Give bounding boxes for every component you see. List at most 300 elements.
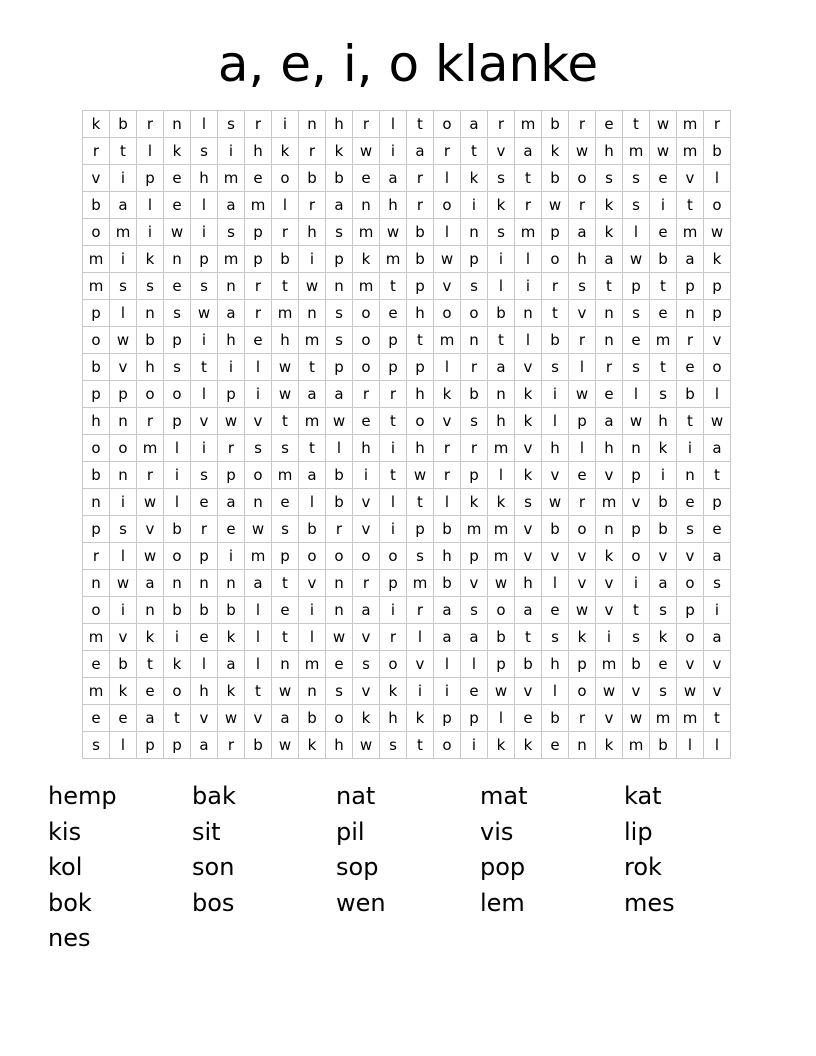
grid-cell[interactable]: h [407,300,434,327]
grid-cell[interactable]: b [434,570,461,597]
grid-cell[interactable]: i [353,462,380,489]
grid-cell[interactable]: p [623,273,650,300]
grid-cell[interactable]: h [272,327,299,354]
grid-cell[interactable]: p [191,246,218,273]
grid-cell[interactable]: v [110,354,137,381]
grid-cell[interactable]: p [83,300,110,327]
grid-cell[interactable]: a [218,192,245,219]
grid-cell[interactable]: i [380,516,407,543]
grid-cell[interactable]: p [164,327,191,354]
grid-cell[interactable]: i [164,462,191,489]
grid-cell[interactable]: r [407,165,434,192]
grid-cell[interactable]: o [623,543,650,570]
grid-cell[interactable]: h [596,435,623,462]
grid-cell[interactable]: a [218,300,245,327]
grid-cell[interactable]: h [380,705,407,732]
grid-cell[interactable]: p [380,570,407,597]
grid-cell[interactable]: a [110,192,137,219]
grid-cell[interactable]: v [434,408,461,435]
grid-cell[interactable]: m [677,219,704,246]
grid-cell[interactable]: r [434,462,461,489]
grid-cell[interactable]: n [272,651,299,678]
grid-cell[interactable]: p [218,381,245,408]
grid-cell[interactable]: p [461,246,488,273]
grid-cell[interactable]: e [569,462,596,489]
grid-cell[interactable]: m [677,111,704,138]
grid-cell[interactable]: r [569,111,596,138]
grid-cell[interactable]: v [488,138,515,165]
grid-cell[interactable]: p [191,543,218,570]
grid-cell[interactable]: s [542,624,569,651]
grid-cell[interactable]: i [650,462,677,489]
grid-cell[interactable]: s [110,273,137,300]
grid-cell[interactable]: s [488,165,515,192]
grid-cell[interactable]: p [488,651,515,678]
grid-cell[interactable]: h [515,570,542,597]
grid-cell[interactable]: i [623,570,650,597]
grid-cell[interactable]: r [137,408,164,435]
grid-cell[interactable]: b [164,597,191,624]
grid-cell[interactable]: s [623,300,650,327]
grid-cell[interactable]: r [380,624,407,651]
grid-cell[interactable]: s [110,516,137,543]
grid-cell[interactable]: o [110,435,137,462]
grid-cell[interactable]: l [245,597,272,624]
grid-cell[interactable]: w [623,408,650,435]
grid-cell[interactable]: o [434,300,461,327]
grid-cell[interactable]: p [326,246,353,273]
grid-cell[interactable]: h [326,111,353,138]
grid-cell[interactable]: t [623,597,650,624]
grid-cell[interactable]: m [677,138,704,165]
grid-cell[interactable]: m [272,462,299,489]
grid-cell[interactable]: t [677,408,704,435]
grid-cell[interactable]: t [596,273,623,300]
grid-cell[interactable]: s [245,435,272,462]
grid-cell[interactable]: a [272,705,299,732]
grid-cell[interactable]: r [137,462,164,489]
grid-cell[interactable]: s [650,597,677,624]
grid-cell[interactable]: e [272,489,299,516]
grid-cell[interactable]: l [542,570,569,597]
grid-cell[interactable]: i [245,381,272,408]
grid-cell[interactable]: t [380,408,407,435]
grid-cell[interactable]: w [542,489,569,516]
grid-cell[interactable]: r [326,516,353,543]
grid-cell[interactable]: a [137,570,164,597]
grid-cell[interactable]: w [353,732,380,759]
grid-cell[interactable]: t [272,408,299,435]
grid-cell[interactable]: o [83,435,110,462]
grid-cell[interactable]: k [488,192,515,219]
grid-cell[interactable]: w [488,570,515,597]
grid-cell[interactable]: b [542,327,569,354]
grid-cell[interactable]: a [704,543,731,570]
grid-cell[interactable]: w [704,408,731,435]
grid-cell[interactable]: t [704,705,731,732]
grid-cell[interactable]: k [515,462,542,489]
grid-cell[interactable]: s [488,219,515,246]
grid-cell[interactable]: p [704,300,731,327]
grid-cell[interactable]: n [245,489,272,516]
grid-cell[interactable]: t [407,111,434,138]
grid-cell[interactable]: l [137,138,164,165]
grid-cell[interactable]: r [461,435,488,462]
grid-cell[interactable]: n [218,273,245,300]
grid-cell[interactable]: l [245,354,272,381]
grid-cell[interactable]: s [623,165,650,192]
grid-cell[interactable]: o [407,408,434,435]
grid-cell[interactable]: v [704,327,731,354]
grid-cell[interactable]: s [461,408,488,435]
grid-cell[interactable]: p [704,273,731,300]
grid-cell[interactable]: k [515,381,542,408]
grid-cell[interactable]: e [596,381,623,408]
grid-cell[interactable]: o [677,570,704,597]
grid-cell[interactable]: m [623,732,650,759]
grid-cell[interactable]: a [596,246,623,273]
grid-cell[interactable]: a [461,111,488,138]
grid-cell[interactable]: w [272,732,299,759]
grid-cell[interactable]: k [461,165,488,192]
grid-cell[interactable]: a [515,138,542,165]
grid-cell[interactable]: t [542,300,569,327]
grid-cell[interactable]: h [407,435,434,462]
grid-cell[interactable]: m [515,111,542,138]
grid-cell[interactable]: h [380,192,407,219]
grid-cell[interactable]: t [380,462,407,489]
grid-cell[interactable]: l [623,381,650,408]
grid-cell[interactable]: k [542,138,569,165]
grid-cell[interactable]: e [83,651,110,678]
grid-cell[interactable]: p [164,408,191,435]
grid-cell[interactable]: h [434,543,461,570]
grid-cell[interactable]: m [380,246,407,273]
grid-cell[interactable]: n [110,408,137,435]
grid-cell[interactable]: r [407,192,434,219]
grid-cell[interactable]: p [461,705,488,732]
grid-cell[interactable]: l [191,111,218,138]
grid-cell[interactable]: b [407,246,434,273]
grid-cell[interactable]: o [353,354,380,381]
grid-cell[interactable]: o [83,219,110,246]
grid-cell[interactable]: n [137,300,164,327]
grid-cell[interactable]: n [191,570,218,597]
grid-cell[interactable]: i [542,381,569,408]
grid-cell[interactable]: m [110,219,137,246]
grid-cell[interactable]: e [596,111,623,138]
grid-cell[interactable]: a [326,381,353,408]
grid-cell[interactable]: v [515,354,542,381]
grid-cell[interactable]: i [461,732,488,759]
grid-cell[interactable]: b [164,516,191,543]
grid-cell[interactable]: i [218,138,245,165]
grid-cell[interactable]: k [218,624,245,651]
grid-cell[interactable]: k [326,138,353,165]
grid-cell[interactable]: w [353,138,380,165]
grid-cell[interactable]: k [650,435,677,462]
grid-cell[interactable]: r [137,111,164,138]
grid-cell[interactable]: i [299,246,326,273]
grid-cell[interactable]: e [191,489,218,516]
grid-cell[interactable]: l [434,354,461,381]
grid-cell[interactable]: s [164,300,191,327]
grid-cell[interactable]: v [677,165,704,192]
grid-cell[interactable]: a [515,597,542,624]
grid-cell[interactable]: e [83,705,110,732]
grid-cell[interactable]: s [677,516,704,543]
grid-cell[interactable]: n [299,300,326,327]
grid-cell[interactable]: o [353,327,380,354]
grid-cell[interactable]: n [326,273,353,300]
grid-cell[interactable]: s [83,732,110,759]
grid-cell[interactable]: p [164,732,191,759]
grid-cell[interactable]: v [542,462,569,489]
grid-cell[interactable]: b [272,246,299,273]
grid-cell[interactable]: m [299,408,326,435]
grid-cell[interactable]: o [245,462,272,489]
grid-cell[interactable]: k [299,732,326,759]
grid-cell[interactable]: i [461,192,488,219]
grid-cell[interactable]: p [83,381,110,408]
grid-cell[interactable]: i [380,597,407,624]
grid-cell[interactable]: k [596,192,623,219]
grid-cell[interactable]: e [650,300,677,327]
grid-cell[interactable]: l [569,435,596,462]
grid-cell[interactable]: s [137,273,164,300]
grid-cell[interactable]: b [110,111,137,138]
grid-cell[interactable]: b [542,165,569,192]
grid-cell[interactable]: l [434,165,461,192]
grid-cell[interactable]: w [542,192,569,219]
grid-cell[interactable]: b [650,732,677,759]
grid-cell[interactable]: o [569,678,596,705]
grid-cell[interactable]: t [245,678,272,705]
grid-cell[interactable]: i [434,678,461,705]
grid-cell[interactable]: w [677,678,704,705]
grid-cell[interactable]: e [245,165,272,192]
grid-cell[interactable]: o [569,165,596,192]
grid-cell[interactable]: v [245,705,272,732]
grid-cell[interactable]: t [650,273,677,300]
grid-cell[interactable]: p [434,705,461,732]
grid-cell[interactable]: b [650,246,677,273]
grid-cell[interactable]: m [299,327,326,354]
grid-cell[interactable]: s [623,624,650,651]
grid-cell[interactable]: m [488,516,515,543]
grid-cell[interactable]: e [542,597,569,624]
grid-cell[interactable]: t [407,327,434,354]
grid-cell[interactable]: m [650,705,677,732]
grid-cell[interactable]: w [623,705,650,732]
grid-cell[interactable]: m [218,165,245,192]
grid-cell[interactable]: k [434,381,461,408]
grid-cell[interactable]: o [83,597,110,624]
grid-cell[interactable]: s [218,111,245,138]
grid-cell[interactable]: t [488,327,515,354]
grid-cell[interactable]: n [596,327,623,354]
grid-cell[interactable]: s [623,192,650,219]
grid-cell[interactable]: e [650,165,677,192]
grid-cell[interactable]: o [380,543,407,570]
grid-cell[interactable]: v [245,408,272,435]
grid-cell[interactable]: l [326,435,353,462]
grid-cell[interactable]: p [245,219,272,246]
grid-cell[interactable]: l [380,111,407,138]
grid-cell[interactable]: l [704,381,731,408]
grid-cell[interactable]: w [569,381,596,408]
grid-cell[interactable]: w [272,678,299,705]
grid-cell[interactable]: m [299,651,326,678]
grid-cell[interactable]: t [272,570,299,597]
grid-cell[interactable]: a [704,624,731,651]
grid-cell[interactable]: p [407,516,434,543]
grid-cell[interactable]: l [434,651,461,678]
grid-cell[interactable]: o [164,678,191,705]
grid-cell[interactable]: s [218,219,245,246]
grid-cell[interactable]: b [542,705,569,732]
grid-cell[interactable]: r [83,543,110,570]
grid-cell[interactable]: b [461,381,488,408]
grid-cell[interactable]: i [218,354,245,381]
grid-cell[interactable]: h [596,138,623,165]
grid-cell[interactable]: r [461,354,488,381]
grid-cell[interactable]: l [380,489,407,516]
grid-cell[interactable]: l [677,732,704,759]
grid-cell[interactable]: k [272,138,299,165]
grid-cell[interactable]: b [623,651,650,678]
grid-cell[interactable]: n [164,246,191,273]
grid-cell[interactable]: m [245,543,272,570]
grid-cell[interactable]: a [353,597,380,624]
grid-cell[interactable]: p [677,273,704,300]
grid-cell[interactable]: p [569,651,596,678]
grid-cell[interactable]: t [407,732,434,759]
grid-cell[interactable]: n [677,462,704,489]
grid-cell[interactable]: i [191,435,218,462]
grid-cell[interactable]: k [596,543,623,570]
grid-cell[interactable]: e [650,651,677,678]
grid-cell[interactable]: r [245,111,272,138]
grid-cell[interactable]: i [110,489,137,516]
grid-cell[interactable]: a [218,489,245,516]
grid-cell[interactable]: p [380,354,407,381]
grid-cell[interactable]: b [326,462,353,489]
grid-cell[interactable]: t [299,435,326,462]
grid-cell[interactable]: o [434,732,461,759]
grid-cell[interactable]: k [515,408,542,435]
grid-cell[interactable]: v [515,435,542,462]
grid-cell[interactable]: m [434,327,461,354]
grid-cell[interactable]: a [299,462,326,489]
grid-cell[interactable]: r [353,570,380,597]
grid-cell[interactable]: w [488,678,515,705]
grid-cell[interactable]: p [137,732,164,759]
grid-cell[interactable]: h [191,678,218,705]
grid-cell[interactable]: l [542,408,569,435]
grid-cell[interactable]: e [353,408,380,435]
grid-cell[interactable]: p [461,462,488,489]
grid-cell[interactable]: m [83,273,110,300]
grid-cell[interactable]: o [380,651,407,678]
grid-cell[interactable]: k [137,246,164,273]
grid-cell[interactable]: m [353,219,380,246]
grid-cell[interactable]: a [407,138,434,165]
grid-cell[interactable]: r [434,138,461,165]
grid-cell[interactable]: i [650,192,677,219]
grid-cell[interactable]: v [191,408,218,435]
grid-cell[interactable]: i [110,597,137,624]
grid-cell[interactable]: k [704,246,731,273]
grid-cell[interactable]: o [461,300,488,327]
grid-cell[interactable]: w [245,516,272,543]
grid-cell[interactable]: a [434,597,461,624]
grid-cell[interactable]: p [380,327,407,354]
grid-cell[interactable]: r [515,192,542,219]
grid-cell[interactable]: s [191,462,218,489]
grid-cell[interactable]: l [515,246,542,273]
grid-cell[interactable]: p [272,543,299,570]
grid-cell[interactable]: l [488,705,515,732]
grid-cell[interactable]: h [326,732,353,759]
grid-cell[interactable]: h [407,381,434,408]
grid-cell[interactable]: h [542,651,569,678]
grid-cell[interactable]: s [353,651,380,678]
grid-cell[interactable]: l [434,489,461,516]
grid-cell[interactable]: s [569,273,596,300]
grid-cell[interactable]: w [299,273,326,300]
grid-cell[interactable]: v [515,678,542,705]
grid-cell[interactable]: i [110,246,137,273]
grid-cell[interactable]: k [650,624,677,651]
grid-cell[interactable]: b [488,624,515,651]
grid-cell[interactable]: n [299,111,326,138]
grid-cell[interactable]: r [704,111,731,138]
grid-cell[interactable]: v [353,624,380,651]
grid-cell[interactable]: e [137,678,164,705]
grid-cell[interactable]: o [434,192,461,219]
grid-cell[interactable]: e [380,300,407,327]
grid-cell[interactable]: s [326,300,353,327]
grid-cell[interactable]: r [569,705,596,732]
grid-cell[interactable]: o [326,705,353,732]
grid-cell[interactable]: i [110,165,137,192]
grid-cell[interactable]: k [164,138,191,165]
grid-cell[interactable]: l [623,219,650,246]
grid-cell[interactable]: b [191,597,218,624]
grid-cell[interactable]: l [245,624,272,651]
grid-cell[interactable]: b [407,219,434,246]
grid-cell[interactable]: k [461,489,488,516]
grid-cell[interactable]: r [677,327,704,354]
grid-cell[interactable]: r [407,597,434,624]
grid-cell[interactable]: b [83,192,110,219]
grid-cell[interactable]: v [569,543,596,570]
grid-cell[interactable]: h [218,327,245,354]
grid-cell[interactable]: w [596,678,623,705]
grid-cell[interactable]: w [380,219,407,246]
grid-cell[interactable]: s [515,489,542,516]
grid-cell[interactable]: h [137,354,164,381]
grid-cell[interactable]: s [542,354,569,381]
grid-cell[interactable]: a [677,246,704,273]
grid-cell[interactable]: i [218,543,245,570]
grid-cell[interactable]: b [299,705,326,732]
grid-cell[interactable]: w [650,111,677,138]
grid-cell[interactable]: l [704,165,731,192]
grid-cell[interactable]: n [110,462,137,489]
grid-cell[interactable]: r [218,732,245,759]
